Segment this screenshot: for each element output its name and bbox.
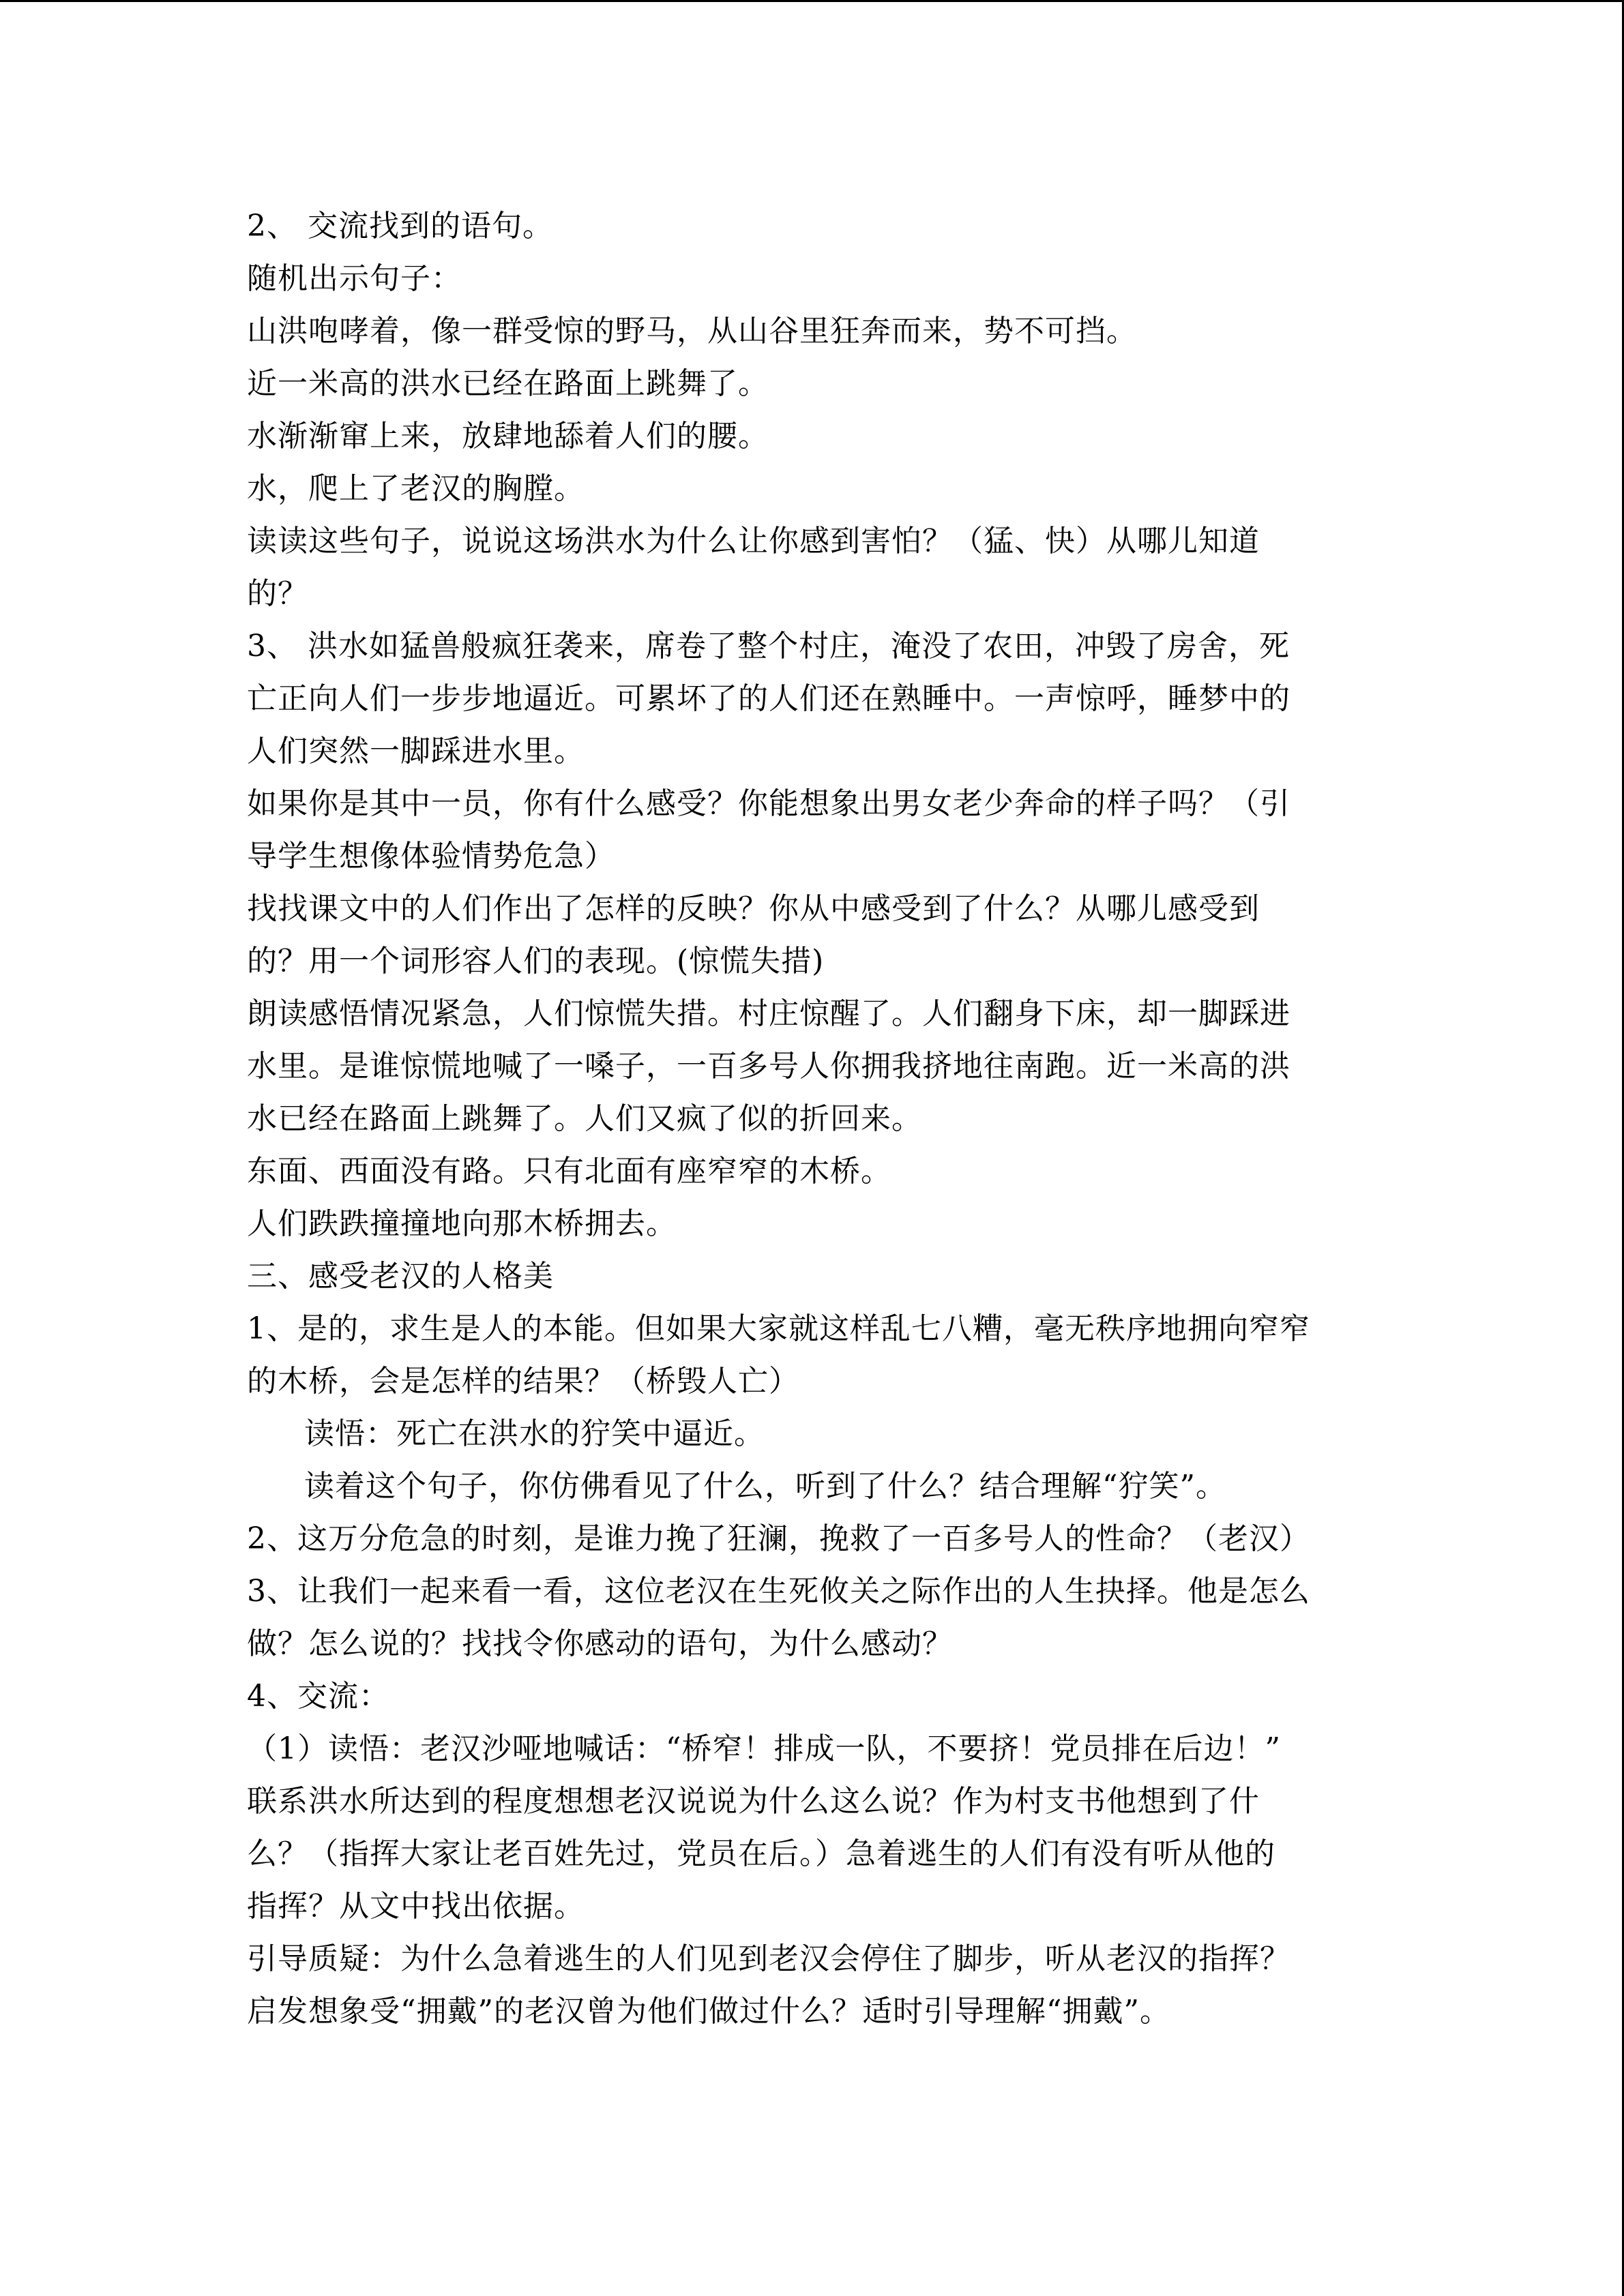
text-line: 指挥？从文中找出依据。 <box>247 1889 585 1924</box>
text-line: 导学生想像体验情势危急） <box>247 839 615 874</box>
text-line: 水里。是谁惊慌地喊了一嗓子，一百多号人你拥我挤地往南跑。近一米高的洪 <box>247 1049 1290 1084</box>
text-line: 么？（指挥大家让老百姓先过，党员在后。）急着逃生的人们有没有听从他的 <box>247 1836 1275 1871</box>
text-line: 水已经在路面上跳舞了。人们又疯了似的折回来。 <box>247 1101 922 1136</box>
text-line: 山洪咆哮着，像一群受惊的野马，从山谷里狂奔而来，势不可挡。 <box>247 314 1137 348</box>
text-line: 找找课文中的人们作出了怎样的反映？你从中感受到了什么？从哪儿感受到 <box>247 891 1260 926</box>
text-line: 做？怎么说的？找找令你感动的语句，为什么感动？ <box>247 1626 953 1661</box>
text-line: 3、让我们一起来看一看，这位老汉在生死攸关之际作出的人生抉择。他是怎么 <box>247 1574 1310 1609</box>
text-line: 读读这些句子，说说这场洪水为什么让你感到害怕？（猛、快）从哪儿知道 <box>247 524 1260 558</box>
text-line: 人们突然一脚踩进水里。 <box>247 734 585 769</box>
text-line: 如果你是其中一员，你有什么感受？你能想象出男女老少奔命的样子吗？（引 <box>247 786 1290 821</box>
text-line: 2、 交流找到的语句。 <box>247 209 553 243</box>
text-line: （1）读悟：老汉沙哑地喊话：“桥窄！排成一队，不要挤！党员排在后边！” <box>247 1731 1281 1766</box>
text-line: 1、是的，求生是人的本能。但如果大家就这样乱七八糟，毫无秩序地拥向窄窄 <box>247 1311 1310 1346</box>
document-body <box>247 200 1385 2038</box>
text-line: 朗读感悟情况紧急，人们惊慌失措。村庄惊醒了。人们翻身下床，却一脚踩进 <box>247 996 1290 1031</box>
text-line: 3、 洪水如猛兽般疯狂袭来，席卷了整个村庄，淹没了农田，冲毁了房舍，死 <box>247 629 1290 664</box>
text-line: 启发想象受“拥戴”的老汉曾为他们做过什么？适时引导理解“拥戴”。 <box>247 1994 1170 2029</box>
section-heading: 三、感受老汉的人格美 <box>247 1259 554 1294</box>
text-line: 的？用一个词形容人们的表现。(惊慌失措) <box>247 944 825 979</box>
text-line: 近一米高的洪水已经在路面上跳舞了。 <box>247 366 769 401</box>
text-line: 随机出示句子： <box>247 261 462 296</box>
text-line: 联系洪水所达到的程度想想老汉说说为什么这么说？作为村支书他想到了什 <box>247 1784 1260 1819</box>
text-line: 水渐渐窜上来，放肆地舔着人们的腰。 <box>247 419 769 453</box>
text-line: 人们跌跌撞撞地向那木桥拥去。 <box>247 1206 677 1241</box>
text-line: 引导质疑：为什么急着逃生的人们见到老汉会停住了脚步，听从老汉的指挥？ <box>247 1941 1290 1976</box>
text-line: 的木桥，会是怎样的结果？（桥毁人亡） <box>247 1364 799 1399</box>
text-line: 东面、西面没有路。只有北面有座窄窄的木桥。 <box>247 1154 891 1189</box>
text-line: 亡正向人们一步步地逼近。可累坏了的人们还在熟睡中。一声惊呼，睡梦中的 <box>247 681 1290 716</box>
text-line: 的？ <box>247 576 308 611</box>
text-line: 2、这万分危急的时刻，是谁力挽了狂澜，挽救了一百多号人的性命？（老汉） <box>247 1521 1310 1556</box>
text-line: 读着这个句子，你仿佛看见了什么，听到了什么？结合理解“狞笑”。 <box>304 1469 1226 1504</box>
text-line: 4、交流： <box>247 1679 389 1714</box>
text-line: 读悟：死亡在洪水的狞笑中逼近。 <box>304 1416 765 1451</box>
text-line: 水，爬上了老汉的胸膛。 <box>247 471 585 506</box>
